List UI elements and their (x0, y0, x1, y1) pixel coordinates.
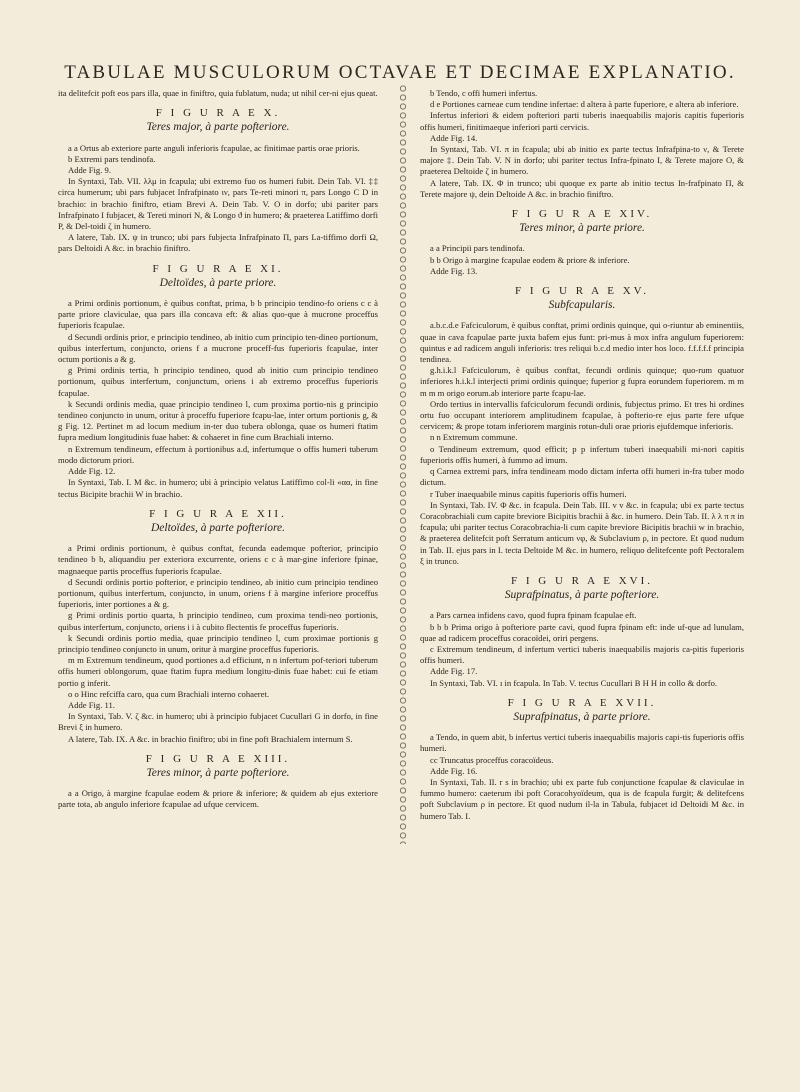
paragraph: r Tuber inaequabile minus capitis fuperioris offis humeri. (430, 488, 627, 499)
paragraph: o o Hinc refciffa caro, qua cum Brachiali interno cohaeret. (68, 688, 269, 699)
paragraph: n Extremum tendineum, effectum à portionibus a.d, infertumque o offis humeri tuberum modo dictorum priori. (58, 443, 378, 465)
figure-subtitle: Teres minor, à parte pofteriore. (146, 766, 290, 779)
paragraph: g Primi ordinis tertia, h principio tendineo, quod ab initio cum principio tendineo portionum, quibus interfertum, conjunctum, oriens i ab extremo proceffus fuperioris fcapulae. (58, 365, 378, 398)
figure-subtitle: Teres major, à parte pofteriore. (146, 121, 290, 134)
paragraph: a a Origo, à margine fcapulae eodem & priore & inferiore; & quidem ab ejus exteriore parte tota, ab angulo inferiore fcapulae ad ufque cervicem. (58, 788, 378, 810)
right-column (420, 88, 744, 822)
paragraph: a a Principii pars tendinofa. (430, 243, 525, 254)
left-column (58, 88, 378, 811)
paragraph: b Tendo, c offi humeri infertus. (430, 88, 538, 98)
figure-subtitle: Suprafpinatus, à parte priore. (513, 710, 651, 723)
paragraph: k Secundi ordinis media, quae principio tendineo l, cum proxima portio-nis g principio tendineo conjuncto in unum, oritur à proceffu fuperiore fcapu-lae, inter ortum portionis g, & g Fig. 12. Pertinet m ad locum medium in-ter duo tubera oblonga, quae os humeri ftatim fupra medium longitudinis fuae habet: & cohaeret in fine cum Brachiali interno. (58, 398, 378, 443)
paragraph: Adde Fig. 14. (430, 132, 478, 143)
paragraph: Adde Fig. 12. (68, 466, 116, 477)
paragraph: Adde Fig. 17. (430, 666, 478, 677)
paragraph: A latere, Tab. IX. Φ in trunco; ubi quoque ex parte ab initio tectus In-frafpinato Π, & Terete majore ψ, dein Deltoide A &c. in brachio finiftro. (420, 177, 744, 199)
paragraph: c Extremum tendineum, d infertum vertici tuberis inaequabilis majoris ca-pitis fuperioris offis humeri. (420, 643, 744, 666)
paragraph: d e Portiones carneae cum tendine infertae: d altera à parte fuperiore, e altera ab inferiore. (430, 99, 739, 110)
figure-heading: F I G U R A E XVI. (510, 574, 653, 587)
paragraph: b b Origo à margine fcapulae eodem & priore & inferiore. (430, 254, 630, 265)
figure-subtitle: Teres minor, à parte priore. (519, 222, 645, 235)
paragraph: d Secundi ordinis portio pofterior, e principio tendineo, ab initio cum principio tendineo portionum, quibus interfertum, conjuncto, in unum, oriens f à margine inferiore proceffus fuperioris, inter portiones a & g. (58, 576, 378, 610)
paragraph: o Tendineum extremum, quod efficit; p p infertum tuberi inaequabili mi-nori capitis fuperioris offis humeri, à fummo ad imum. (420, 443, 744, 465)
paragraph: b b b Prima origo à pofteriore parte cavi, quod fupra fpinam eft: inde uf-que ad lunulam, quae ad radicem proceffus coracoïdei, oriri pergens. (420, 621, 744, 643)
paragraph: g.h.i.k.l Fafciculorum, è quibus conftat, fecundi ordinis quinque; quo-rum quatuor inferiores h.i.k.l interjecti primi ordinis quinque; fuperior g fupra eorundem fuperiorem. m m m m m origo eorum.ab interiore parte fcapu-lae. (420, 365, 744, 398)
paragraph: In Syntaxi, Tab. V. ζ &c. in humero; ubi à principio fubjacet Cucullari G in dorfo, in fine Brevi ξ in humero. (58, 711, 378, 733)
paragraph: m m Extremum tendineum, quod portiones a.d efficiunt, n n infertum pof-teriori tuberum offis humeri oblongorum, quae ftatim fupra medium longitu-dinis fuae habet: cui fe etiam portio g inferit. (58, 655, 378, 688)
paragraph: Infertus inferiori & eidem pofteriori parti tuberis inaequabilis majoris capitis fuperioris offis humeri, finitimaeque inferiori parti cervicis. (420, 110, 744, 132)
paragraph: a Primi ordinis portionum, è quibus conftat, fecunda eademque pofterior, principio tendineo b b, aliquandiu per exteriora excurrente, oriens c c à mar-gine inferiore fpinae, magnaeque partis proceffus fuperioris fcapulae. (58, 543, 378, 576)
paragraph: A latere, Tab. IX. ψ in trunco; ubi pars fubjecta Infrafpinato Π, pars La-tiffimo dorfi Ω, pars Deltoidi A &c. in brachio finiftro. (58, 232, 378, 254)
paragraph: a.b.c.d.e Fafciculorum, è quibus conftat, primi ordinis quinque, qui o-riuntur ab eminentiis, quae in cava fcapulae parte juxta bafem ejus funt: pri-mus à mox infra angulum fuperiorem: quintus e ad radicem anguli inferioris: tres reliqui b.c.d medio inter hos loco. f.f.f.f.f principia tendinea. (420, 320, 744, 365)
figure-heading: F I G U R A E XIII. (145, 752, 291, 765)
paragraph: ita delitefcit poft eos pars illa, quae in finiftro, quia fublatum, nuda; ut nihil cer-ni ejus queat. (58, 88, 378, 98)
paragraph: A latere, Tab. IX. A &c. in brachio finiftro; ubi in fine poft Brachialem internum S. (68, 733, 353, 744)
paragraph: Ordo tertius in intervallis fafciculorum fecundi ordinis, fubjectus primo. Et tres hi ordines ortu fuo occupant interiorem amplitudinem fcapulae, à pofterio-re ejus parte fere ufque cervicem; & prope totam inferiorem marginis rotun-duli orae prioris ejufdemque inferioris. (420, 398, 744, 432)
paragraph: n n Extremum commune. (430, 432, 518, 443)
paragraph: Adde Fig. 13. (430, 265, 478, 276)
figure-heading: F I G U R A E XI. (152, 262, 284, 275)
paragraph: In Syntaxi, Tab. VI. ı in fcapula. In Tab. V. tectus Cucullari B H H in collo & dorfo. (430, 677, 718, 688)
paragraph: d Secundi ordinis prior, e principio tendineo, ab initio cum principio ten-dineo portionum, quibus interfertum, conjuncto, oriens f a mucrone proceff-fus fuperioris fcapulae, inter octum portionis a & g. (58, 331, 378, 365)
paragraph: In Syntaxi, Tab. II. r s in brachio; ubi ex parte fub conjunctione fcapulae & claviculae in fummo humero: caeterum ibi poft Coracohyoïdeum, qua is de fcapula furgit; & delitefcens poft Subclavium ρ in pectore. Et quod nudum il-la in Tabula, fubjacet id Deltoidi M &c. in humero Tab. I. (420, 776, 744, 821)
paragraph: In Syntaxi, Tab. VII. λλμ in fcapula; ubi extremo fuo os humeri fubit. Dein Tab. VI. ‡‡ circa humerum; ubi pars fubjacet Infrafpinato ιν, pars Te-reti minori π, pars Longo C D in brachio: in brachio finiftro, etiam Brevi A. Dein Tab. V. O in dorfo; ubi pariter pars Infrafpinato I fubjacet, & Tereti minori N, & Longo ϑ in humero; & praeterea Latiffimo dorfi P, & Del-toidi ζ in humero. (58, 176, 379, 232)
figure-heading: F I G U R A E X. (155, 107, 281, 120)
figure-heading: F I G U R A E XIV. (511, 208, 653, 221)
ornamental-divider (397, 84, 409, 844)
paragraph: q Carnea extremi pars, infra tendineam modo dictam inferta offi humeri in-fra tuber modo dictum. (420, 466, 744, 488)
paragraph: a Primi ordinis portionum, è quibus conftat, prima, b b principio tendino-fo oriens c c à parte priore claviculae, qua pars illa concava eft: & alias quo-que à mucrone proceffus fuperioris fcapulae. (58, 298, 378, 331)
paragraph: In Syntaxi, Tab. IV. Φ &c. in fcapula. Dein Tab. III. v v &c. in fcapula; ubi ex parte tectus Coracobrachiali cum capite breviore Bicipitis brachii à &c. in humero. Dein Tab. II. λ λ π π in fcapula; ubi pariter tectus Coracobrachia-li cum capite breviore Bicipitis brachii w in brachio, & praeterea delitefcit poft Serratum anticum νφ, & Subclavium ρ, in pectore. Et quod nudum in Tab. II. ejus pars in I. tecta Deltoide M &c. in humero, reliquo delitefcente poft Pectoralem ξ in trunco. (420, 499, 744, 566)
paragraph: k Secundi ordinis portio media, quae principio tendineo l, cum proximae portionis g principio tendineo conjuncto in unum, oritur à margine proceffus fuperioris. (58, 632, 378, 654)
figure-heading: F I G U R A E XV. (515, 285, 649, 298)
paragraph: cc Truncatus proceffus coracoïdeus. (430, 754, 554, 765)
paragraph: b Extremi pars tendinofa. (68, 153, 156, 164)
paragraph: In Syntaxi, Tab. I. M &c. in humero; ubi à principio velatus Latiffimo col-li «αα, in fine tectus Bicipite brachii W in brachio. (58, 477, 378, 499)
figure-heading: F I G U R A E XII. (149, 507, 287, 520)
figure-heading: F I G U R A E XVII. (507, 696, 657, 709)
paragraph: Adde Fig. 11. (68, 699, 115, 710)
paragraph: a Tendo, in quem abit, b infertus vertici tuberis inaequabilis majoris capi-tis fuperioris offis humeri. (420, 732, 744, 754)
figure-subtitle: Subfcapularis. (548, 299, 616, 312)
page-title: TABULAE MUSCULORUM OCTAVAE ET DECIMAE EXPLANATIO. (64, 62, 736, 83)
paragraph: a Pars carnea infidens cavo, quod fupra fpinam fcapulae eft. (430, 610, 637, 621)
figure-subtitle: Deltoïdes, à parte pofteriore. (150, 521, 286, 534)
paragraph: a a Ortus ab exteriore parte anguli inferioris fcapulae, ac finitimae partis orae prioris. (68, 142, 360, 153)
figure-subtitle: Deltoïdes, à parte priore. (159, 276, 277, 289)
paragraph: Adde Fig. 16. (430, 765, 478, 776)
paragraph: In Syntaxi, Tab. VI. π in fcapula; ubi ab initio ex parte tectus Infrafpina-to ν, & Terete majore ‡. Dein Tab. V. N in dorfo; ubi pariter tectus Infra-fpinato I, & Terete majore O, & praeterea Deltoide ζ in humero. (420, 144, 744, 177)
paragraph: Adde Fig. 9. (68, 165, 111, 176)
figure-subtitle: Suprafpinatus, à parte pofteriore. (504, 589, 660, 602)
paragraph: g Primi ordinis portio quarta, h principio tendineo, cum proxima tendi-neo portionis, quibus interfertum, conjuncto, oriens i i à cubito flectentis fe proceffus fuperioris. (58, 610, 378, 632)
